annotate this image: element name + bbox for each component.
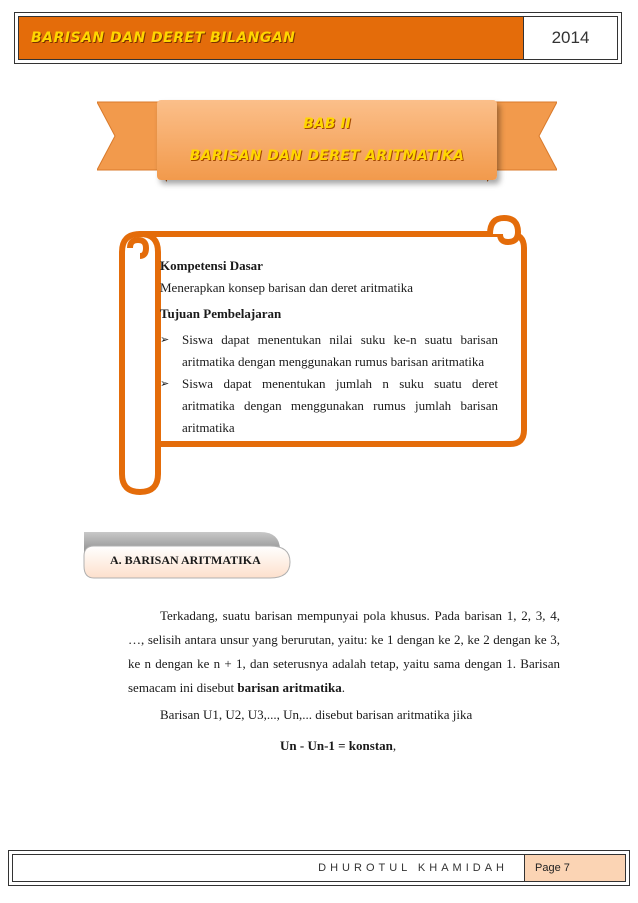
paragraph-text: Terkadang, suatu barisan mempunyai pola khusus. Pada barisan 1, 2, 3, 4, …, selisih antara unsur yang berurutan, yaitu: ke 1 dengan ke 2, ke 2 dengan ke 3, ke n dengan ke n + 1, dan seterusnya adalah tetap, yaitu sama dengan 1. Barisan semacam ini disebut: [128, 608, 560, 695]
arrowhead-bullet-icon: ➢: [160, 377, 170, 390]
objective-text: Siswa dapat menentukan jumlah n suku suatu deret aritmatika dengan menggunakan rumus jumlah barisan aritmatika: [182, 376, 498, 435]
bold-term: barisan aritmatika: [237, 680, 342, 695]
paragraph-end: .: [341, 680, 346, 695]
footer-author: DHUROTUL KHAMIDAH: [318, 862, 508, 874]
formula-text: Un - Un-1 = konstan: [280, 738, 393, 753]
footer-author-cell: [13, 855, 525, 881]
paragraph: [128, 604, 560, 700]
list-item: [160, 329, 498, 373]
header-title-cell: [19, 17, 524, 59]
page-number: Page 7: [525, 855, 625, 881]
objectives-heading: Tujuan Pembelajaran: [160, 306, 282, 321]
header-inner: [18, 16, 618, 60]
banner-main: [157, 100, 497, 180]
footer-inner: [12, 854, 626, 882]
competency-heading: Kompetensi Dasar: [160, 258, 263, 273]
page-header: [14, 12, 622, 64]
formula: [280, 738, 396, 754]
list-item: [160, 373, 498, 439]
competency-box: [160, 255, 498, 439]
header-title: BARISAN DAN DERET BILANGAN: [31, 30, 296, 46]
page-footer: [8, 850, 630, 886]
chapter-number: BAB II: [303, 116, 351, 132]
chapter-title: BARISAN DAN DERET ARITMATIKA: [189, 148, 465, 164]
paragraph: Barisan U1, U2, U3,..., Un,... disebut barisan aritmatika jika: [160, 707, 473, 722]
objective-text: Siswa dapat menentukan nilai suku ke-n suatu barisan aritmatika dengan menggunakan rumus barisan aritmatika: [182, 332, 498, 369]
chapter-banner: [97, 92, 557, 192]
header-year: 2014: [551, 28, 590, 47]
competency-text: Menerapkan konsep barisan dan deret aritmatika: [160, 280, 414, 295]
formula-end: ,: [392, 738, 397, 753]
section-title: A. BARISAN ARITMATIKA: [110, 553, 261, 567]
arrowhead-bullet-icon: ➢: [160, 333, 170, 346]
